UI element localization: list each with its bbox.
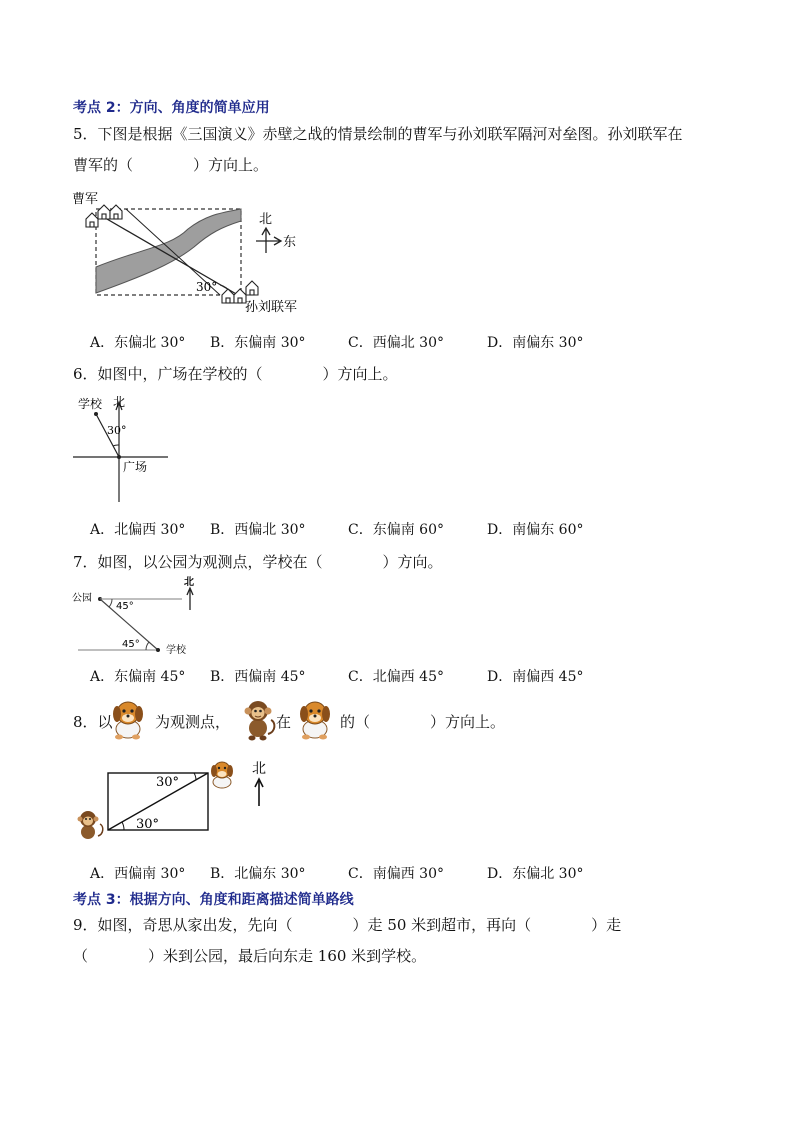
q8-direction-diagram — [70, 756, 280, 848]
q7-option-b[interactable]: B．西偏南 45° — [210, 669, 306, 685]
q7-angle-arc-2 — [146, 642, 149, 650]
q5-option-c[interactable]: C．西偏北 30° — [348, 335, 444, 351]
q6-angle-arc — [113, 445, 119, 446]
question-9-text-cont: （ ）米到公园，最后向东走 160 米到学校。 — [73, 947, 427, 965]
q7-option-c[interactable]: C．北偏西 45° — [348, 669, 444, 685]
q8-angle-label-bottom: 30° — [136, 817, 160, 832]
q7-angle-label-2: 45° — [122, 639, 140, 650]
q7-angle-label-1: 45° — [116, 601, 134, 612]
q5-river — [96, 209, 241, 293]
question-6-text: 6．如图中，广场在学校的（ ）方向上。 — [73, 365, 398, 383]
q7-angle-arc-1 — [109, 599, 112, 607]
q5-north-label: 北 — [259, 212, 273, 227]
q7-park-label: 公园 — [72, 593, 92, 604]
q6-square-point — [117, 455, 121, 459]
q7-school-label: 学校 — [166, 645, 186, 656]
q5-angle-label: 30° — [196, 280, 218, 294]
q7-option-a[interactable]: A．东偏南 45° — [90, 669, 186, 685]
q5-cao-label: 曹军 — [72, 192, 99, 207]
dog-icon — [211, 762, 233, 788]
q5-option-d[interactable]: D．南偏东 30° — [487, 335, 584, 351]
question-8-mid-1: 为观测点， — [155, 713, 231, 731]
dog-icon — [292, 696, 338, 742]
q5-option-b[interactable]: B．东偏南 30° — [210, 335, 306, 351]
q6-angle-label: 30° — [107, 424, 127, 437]
q8-option-d[interactable]: D．东偏北 30° — [487, 866, 584, 882]
q6-school-label: 学校 — [78, 397, 103, 411]
monkey-icon — [78, 811, 103, 839]
q7-school-point — [156, 648, 160, 652]
q8-angle-label-top: 30° — [156, 775, 180, 790]
question-8-mid-2: 在 — [276, 713, 292, 731]
monkey-icon — [238, 696, 278, 742]
question-8-prefix: 8．以 — [73, 713, 113, 731]
q6-option-a[interactable]: A．北偏西 30° — [90, 522, 186, 538]
question-8-suffix: 的（ ）方向上。 — [340, 713, 506, 731]
q6-school-point — [94, 412, 98, 416]
q5-option-a[interactable]: A．东偏北 30° — [90, 335, 186, 351]
q5-sunliu-label: 孙刘联军 — [245, 300, 298, 315]
question-7-text: 7．如图，以公园为观测点，学校在（ ）方向。 — [73, 553, 443, 571]
q6-option-b[interactable]: B．西偏北 30° — [210, 522, 306, 538]
q7-option-d[interactable]: D．南偏西 45° — [487, 669, 584, 685]
q6-direction-diagram — [70, 392, 180, 504]
q6-option-d[interactable]: D．南偏东 60° — [487, 522, 584, 538]
q8-option-b[interactable]: B．北偏东 30° — [210, 866, 306, 882]
q8-option-a[interactable]: A．西偏南 30° — [90, 866, 186, 882]
q5-east-label: 东 — [283, 235, 297, 250]
q7-north-label: 北 — [184, 577, 194, 588]
dog-icon — [105, 696, 151, 742]
q8-north-label: 北 — [252, 761, 266, 777]
section-heading-3: 考点 3：根据方向、角度和距离描述简单路线 — [73, 892, 354, 908]
q5-battle-diagram — [70, 185, 330, 315]
section-heading-2: 考点 2：方向、角度的简单应用 — [73, 100, 270, 116]
question-9-text: 9．如图，奇思从家出发，先向（ ）走 50 米到超市，再向（ ）走 — [73, 916, 622, 934]
q8-angle-arc-bottom — [122, 822, 124, 830]
q6-north-label: 北 — [113, 395, 126, 409]
q7-direction-diagram — [70, 574, 200, 660]
q6-option-c[interactable]: C．东偏南 60° — [348, 522, 444, 538]
question-5-text: 5．下图是根据《三国演义》赤壁之战的情景绘制的曹军与孙刘联军隔河对垒图。孙刘联军在 — [73, 125, 683, 143]
question-5-text-cont: 曹军的（ ）方向上。 — [73, 156, 269, 174]
house-icon — [86, 205, 122, 227]
q8-option-c[interactable]: C．南偏西 30° — [348, 866, 444, 882]
q6-square-label: 广场 — [123, 460, 148, 474]
q8-angle-arc-top — [194, 773, 196, 780]
